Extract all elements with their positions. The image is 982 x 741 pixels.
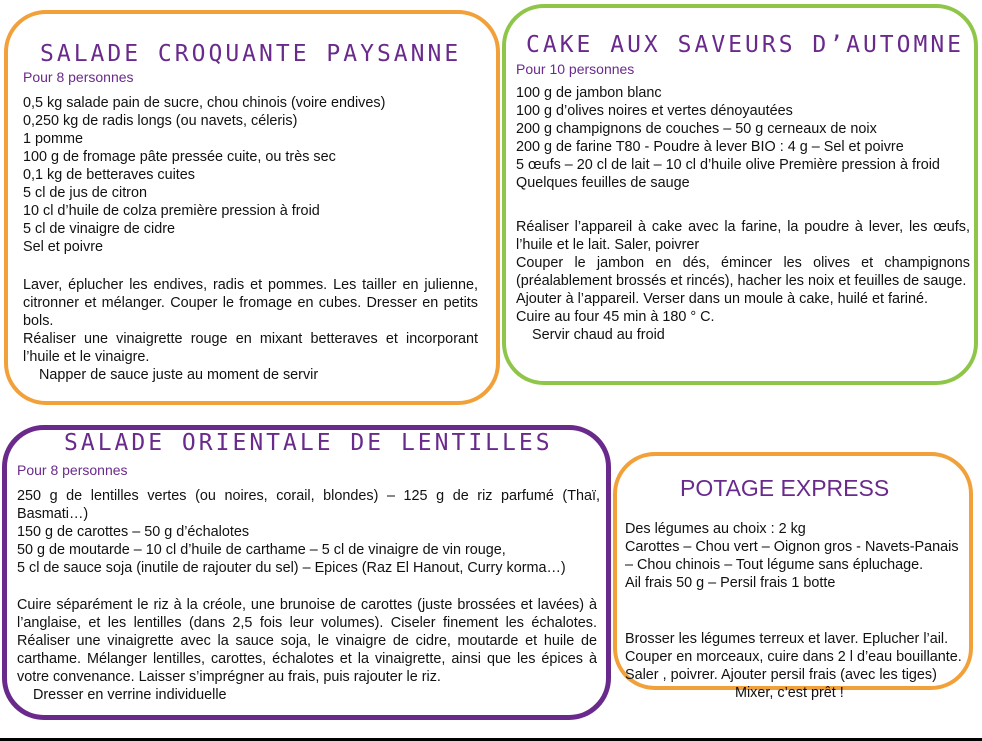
ingredients-list [625,520,965,592]
ingredient-line: Ail frais 50 g – Persil frais 1 botte [625,575,836,591]
instruction-step: Saler , poivrer. Ajouter persil frais (avec les tiges) [625,667,937,683]
instructions [625,630,965,702]
instruction-step: Réaliser l’appareil à cake avec la farine, la poudre à lever, les œufs, l’huile et le lait. Saler, poivrer [516,219,970,253]
serving-note: Napper de sauce juste au moment de servir [39,367,319,383]
ingredient-line: 100 g de fromage pâte pressée cuite, ou très sec [23,149,336,165]
ingredient-line: 100 g d’olives noires et vertes dénoyautées [516,103,793,119]
ingredient-line: 5 cl de jus de citron [23,185,147,201]
ingredient-line: Des légumes au choix : 2 kg [625,521,806,537]
ingredient-line: 200 g de farine T80 - Poudre à lever BIO : 4 g – Sel et poivre [516,139,904,155]
serving-note: Dresser en verrine individuelle [33,687,227,703]
instructions [516,218,970,344]
recipe-servings: Pour 8 personnes [17,462,128,478]
instruction-step: Laver, éplucher les endives, radis et pommes. Les tailler en julienne, citronner et mélanger. Couper le fromage en cubes. Dresser en petits bols. [23,277,478,329]
instruction-step: Cuire au four 45 min à 180 ° C. [516,309,715,325]
recipe-title: SALADE CROQUANTE PAYSANNE [40,41,462,67]
instruction-step: Cuire séparément le riz à la créole, une brunoise de carottes (juste brossées et lavées) à l’anglaise, et les lentilles (dans 2,5 fois leur volumes). Ciseler finement les échalotes. Réaliser une vinaigrette avec la sauce soja, le vinaigre de cidre, moutarde et huile de carthame. Mélanger lentilles, carottes, échalotes et la vinaigrette, ainsi que les épices à votre convenance. Laisser s’imprégner au frais, puis rajouter le riz. [17,597,597,685]
ingredients-list [17,487,600,577]
ingredient-line: 150 g de carottes – 50 g d’échalotes [17,524,250,540]
ingredient-line: 1 pomme [23,131,83,147]
instruction-step: Ajouter à l’appareil. Verser dans un moule à cake, huilé et fariné. [516,291,928,307]
ingredient-line: 10 cl d’huile de colza première pression à froid [23,203,320,219]
instruction-step: Brosser les légumes terreux et laver. Eplucher l’ail. [625,631,949,647]
serving-note: Mixer, c’est prêt ! [735,685,844,701]
ingredient-line: 0,250 kg de radis longs (ou navets, céleris) [23,113,298,129]
instruction-step: Réaliser une vinaigrette rouge en mixant betteraves et incorporant l’huile et le vinaigre. [23,331,478,365]
ingredient-line: Sel et poivre [23,239,103,255]
instructions [23,276,478,384]
ingredients-list [516,84,971,192]
recipe-servings: Pour 8 personnes [23,69,134,85]
ingredient-line: 200 g champignons de couches – 50 g cerneaux de noix [516,121,877,137]
recipe-title: POTAGE EXPRESS [680,475,890,501]
instruction-step: Couper en morceaux, cuire dans 2 l d’eau bouillante. [625,649,962,665]
ingredient-line: 50 g de moutarde – 10 cl d’huile de carthame – 5 cl de vinaigre de vin rouge, [17,542,506,558]
ingredient-line: 100 g de jambon blanc [516,85,662,101]
serving-note: Servir chaud au froid [532,327,665,343]
ingredient-line: Carottes – Chou vert – Oignon gros - Navets-Panais – Chou chinois – Tout légume sans épluchage. [625,539,959,573]
recipe-servings: Pour 10 personnes [516,61,635,77]
ingredients-list [23,94,483,256]
ingredient-line: 5 cl de sauce soja (inutile de rajouter du sel) – Epices (Raz El Hanout, Curry korma…) [17,560,566,576]
ingredient-line: 250 g de lentilles vertes (ou noires, corail, blondes) – 125 g de riz parfumé (Thaï, Basmati…) [17,488,600,522]
recipe-title: SALADE ORIENTALE DE LENTILLES [64,430,553,456]
instructions [17,596,597,704]
ingredient-line: Quelques feuilles de sauge [516,175,690,191]
ingredient-line: 5 cl de vinaigre de cidre [23,221,175,237]
ingredient-line: 0,1 kg de betteraves cuites [23,167,195,183]
instruction-step: Couper le jambon en dés, émincer les olives et champignons (préalablement brossés et rincés), hacher les noix et feuilles de sauge. [516,255,970,289]
ingredient-line: 5 œufs – 20 cl de lait – 10 cl d’huile olive Première pression à froid [516,157,940,173]
recipe-title: CAKE AUX SAVEURS D’AUTOMNE [526,32,965,58]
ingredient-line: 0,5 kg salade pain de sucre, chou chinois (voire endives) [23,95,386,111]
